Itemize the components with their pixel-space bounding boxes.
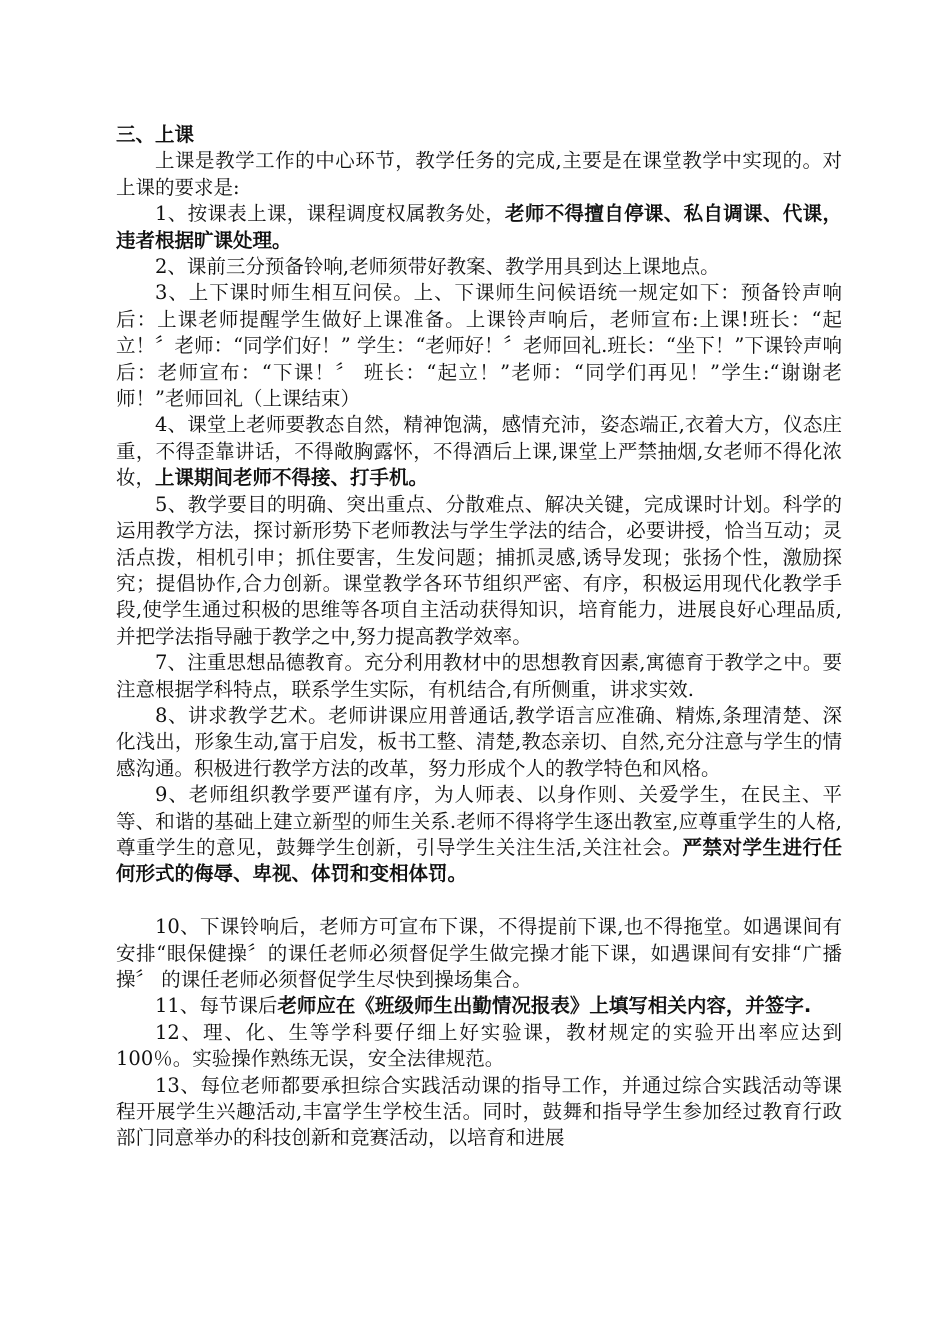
- intro-paragraph: 上课是教学工作的中心环节，教学任务的完成,主要是在课堂教学中实现的。对上课的要求是:: [116, 149, 842, 199]
- item-3: 3、上下课时师生相互问侯。上、下课师生问候语统一规定如下：预备铃声响后：上课老师提醒学生做好上课准备。上课铃声响后，老师宣布:上课!班长：“起立！〞老师：“同学们好！” 学生：“老师好！〞老师回礼.班长：“坐下！”下课铃声响后：老师宣布：“下课！〞 班长：“起立！”老师：“同学们再见！”学生:“谢谢老师！”老师回礼（上课结束）: [116, 281, 842, 411]
- item-8: 8、讲求教学艺术。老师讲课应用普通话,教学语言应准确、精炼,条理清楚、深化浅出，形象生动,富于启发，板书工整、清楚,教态亲切、自然,充分注意与学生的情感沟通。积极进行教学方法的改革，努力形成个人的教学特色和风格。: [116, 703, 842, 780]
- document-page: [116, 122, 842, 1152]
- item-1: 1、按课表上课，课程调度权属教务处，老师不得擅自停课、私自调课、代课，违者根据旷课处理。: [116, 202, 842, 252]
- item-2: 2、课前三分预备铃响,老师须带好教案、教学用具到达上课地点。: [155, 255, 720, 279]
- item-5: 5、教学要目的明确、突出重点、分散难点、解决关键，完成课时计划。科学的运用教学方法，探讨新形势下老师教法与学生学法的结合，必要讲授，恰当互动；灵活点拨，相机引申；抓住要害，生发问题；捕抓灵感,诱导发现；张扬个性，激励探究；提倡协作,合力创新。课堂教学各环节组织严密、有序，积极运用现代化教学手段,使学生通过积极的思维等各项自主活动获得知识，培育能力，进展良好心理品质,并把学法指导融于教学之中,努力提高教学效率。: [116, 492, 842, 648]
- section-title: 三、上课: [116, 123, 195, 146]
- item-11: 11、每节课后老师应在《班级师生出勤情况报表》上填写相关内容，并签字.: [155, 994, 812, 1018]
- item-12: 12、理、化、生等学科要仔细上好实验课，教材规定的实验开出率应达到100％。实验操作熟练无误，安全法律规范。: [116, 1020, 842, 1071]
- item-4: 4、课堂上老师要教态自然，精神饱满，感情充沛，姿态端正,衣着大方，仪态庄重，不得歪靠讲话，不得敞胸露怀，不得酒后上课,课堂上严禁抽烟,女老师不得化浓妆，上课期间老师不得接、打手机。: [116, 413, 842, 490]
- item-7: 7、注重思想品德教育。充分利用教材中的思想教育因素,寓德育于教学之中。要注意根据学科特点，联系学生实际，有机结合,有所侧重，讲求实效.: [116, 651, 842, 701]
- item-13: 13、每位老师都要承担综合实践活动课的指导工作，并通过综合实践活动等课程开展学生兴趣活动,丰富学生学校生活。同时，鼓舞和指导学生参加经过教育行政部门同意举办的科技创新和竞赛活动，以培育和进展: [116, 1073, 842, 1150]
- item-10: 10、下课铃响后，老师方可宣布下课，不得提前下课,也不得拖堂。如遇课间有安排“眼保健操〞的课任老师必须督促学生做完操才能下课，如遇课间有安排“广播操〞 的课任老师必须督促学生尽快到操场集合。: [116, 915, 842, 991]
- item-9: 9、老师组织教学要严谨有序，为人师表、以身作则、关爱学生，在民主、平等、和谐的基础上建立新型的师生关系.老师不得将学生逐出教室,应尊重学生的人格,尊重学生的意见，鼓舞学生创新，引导学生关注生活,关注社会。严禁对学生进行任何形式的侮辱、卑视、体罚和变相体罚。: [116, 783, 842, 886]
- blank-line: [116, 888, 842, 914]
